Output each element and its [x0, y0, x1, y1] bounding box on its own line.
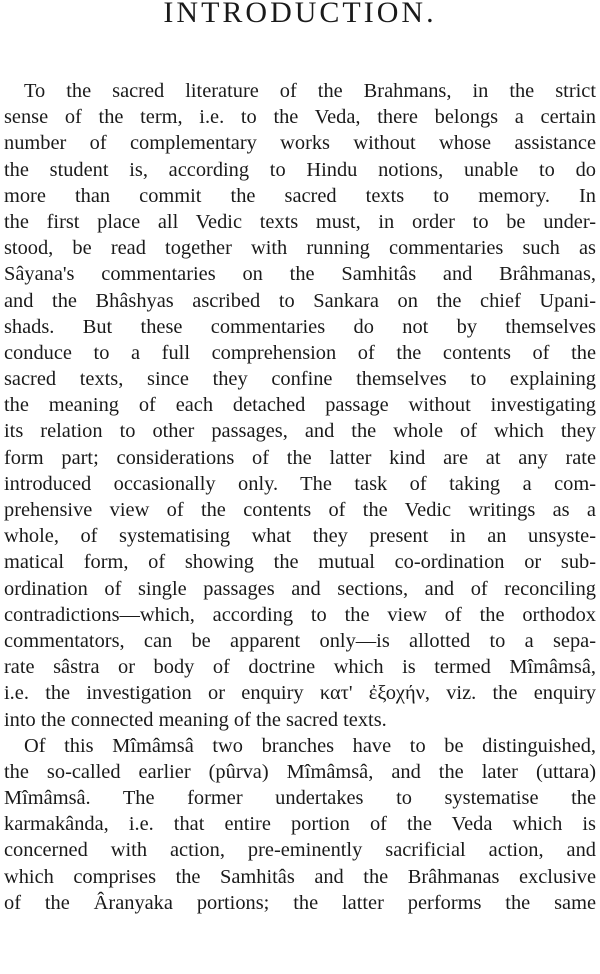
text-line: the first place all Vedic texts must, in order to be under- — [4, 210, 596, 233]
text-line: Sâyana's commentaries on the Samhitâs and Brâhmanas, — [4, 263, 596, 286]
text-line: which comprises the Samhitâs and the Brâhmanas exclusive — [4, 865, 596, 888]
text-line: i.e. the investigation or enquiry κατ' ἐξοχήν, viz. the enquiry — [4, 682, 596, 705]
text-line: more than commit the sacred texts to memory. In — [4, 184, 596, 207]
text-line: commentators, can be apparent only—is allotted to a sepa- — [4, 629, 596, 652]
text-line: of the Âranyaka portions; the latter performs the same — [4, 891, 596, 914]
text-line: the student is, according to Hindu notions, unable to do — [4, 158, 596, 181]
text-line: sense of the term, i.e. to the Veda, there belongs a certain — [4, 106, 596, 129]
text-line: prehensive view of the contents of the Vedic writings as a — [4, 499, 596, 521]
page-title: INTRODUCTION. — [163, 0, 437, 29]
text-line: sacred texts, since they confine themselves to explaining — [4, 368, 596, 391]
text-line: stood, be read together with running commentaries such as — [4, 237, 596, 260]
text-line: introduced occasionally only. The task of taking a com- — [4, 472, 596, 495]
text-line: shads. But these commentaries do not by themselves — [4, 315, 596, 338]
text-line: Mîmâmsâ. The former undertakes to systematise the — [4, 787, 596, 810]
text-line: into the connected meaning of the sacred texts. — [4, 708, 387, 731]
text-line: and the Bhâshyas ascribed to Sankara on the chief Upani- — [4, 289, 596, 312]
text-line: concerned with action, pre-eminently sacrificial action, and — [4, 839, 596, 862]
text-line: ordination of single passages and sections, and of reconciling — [4, 577, 596, 600]
text-line: its relation to other passages, and the whole of which they — [4, 420, 596, 443]
text-line: the meaning of each detached passage without investigating — [4, 394, 596, 417]
text-line: Of this Mîmâmsâ two branches have to be distinguished, — [24, 734, 596, 757]
text-line: contradictions—which, according to the view of the orthodox — [4, 603, 596, 626]
paragraph — [4, 78, 596, 733]
paragraph — [4, 733, 596, 916]
text-line: form part; considerations of the latter kind are at any rate — [4, 446, 596, 469]
body-text — [4, 78, 596, 916]
text-line: karmakânda, i.e. that entire portion of the Veda which is — [4, 813, 596, 836]
text-line: the so-called earlier (pûrva) Mîmâmsâ, and the later (uttara) — [4, 760, 596, 783]
text-line: number of complementary works without whose assistance — [4, 132, 596, 155]
text-line: rate sâstra or body of doctrine which is termed Mîmâmsâ, — [4, 656, 596, 679]
text-line: matical form, of showing the mutual co-ordination or sub- — [4, 551, 596, 574]
text-line: To the sacred literature of the Brahmans, in the strict — [24, 80, 596, 102]
text-line: whole, of systematising what they present in an unsyste- — [4, 525, 596, 548]
text-line: conduce to a full comprehension of the contents of the — [4, 341, 596, 364]
